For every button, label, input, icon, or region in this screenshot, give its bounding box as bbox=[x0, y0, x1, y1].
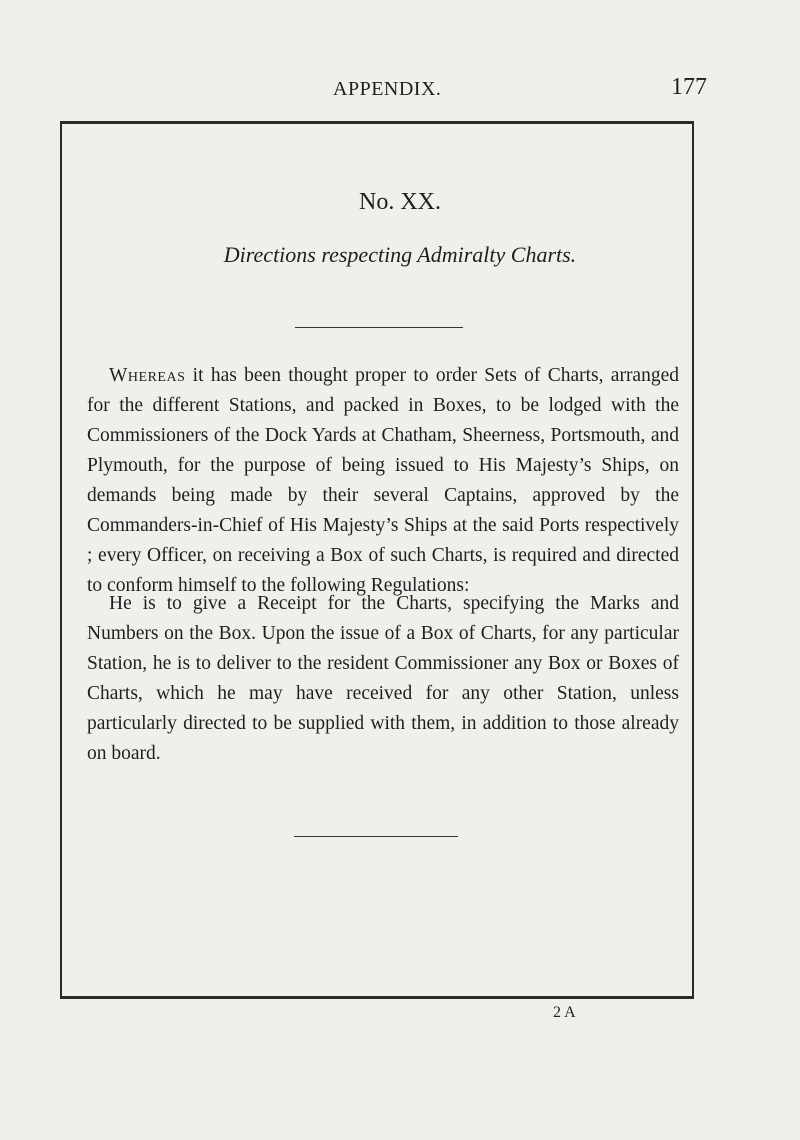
document-number: No. XX. bbox=[359, 189, 441, 215]
running-head: APPENDIX. bbox=[333, 78, 442, 100]
divider-rule-top bbox=[295, 327, 463, 328]
paragraph-receipt: He is to give a Receipt for the Charts, specifying the Marks and Numbers on the Box. Upon the issue of a Box of Charts, for any particular Station, he is to deliver to the resident Commissioner any Box or Boxes of Charts, which he may have received for any other Station, unless particularly directed to be supplied with them, in addition to those already on board. bbox=[87, 593, 679, 764]
paragraph-lead-word: Whereas bbox=[109, 365, 186, 386]
divider-rule-bottom bbox=[294, 836, 458, 837]
document-title: Directions respecting Admiralty Charts. bbox=[223, 242, 577, 267]
paragraph-whereas bbox=[87, 361, 679, 601]
paragraph-body: it has been thought proper to order Sets of Charts, arranged for the different Stations, and packed in Boxes, to be lodged with the Commissioners of the Dock Yards at Chatham, Sheerness, Portsmouth, and Plymouth, for the purpose of being issued to His Majesty’s Ships, on demands being made by their several Captains, approved by the Commanders-in-Chief of His Majesty’s Ships at the said Ports respectively ; every Officer, on receiving a Box of such Charts, is required and directed to conform himself to the following Regulations: bbox=[87, 365, 679, 596]
page-number: 177 bbox=[671, 74, 707, 100]
signature-mark: 2 A bbox=[553, 1004, 576, 1021]
